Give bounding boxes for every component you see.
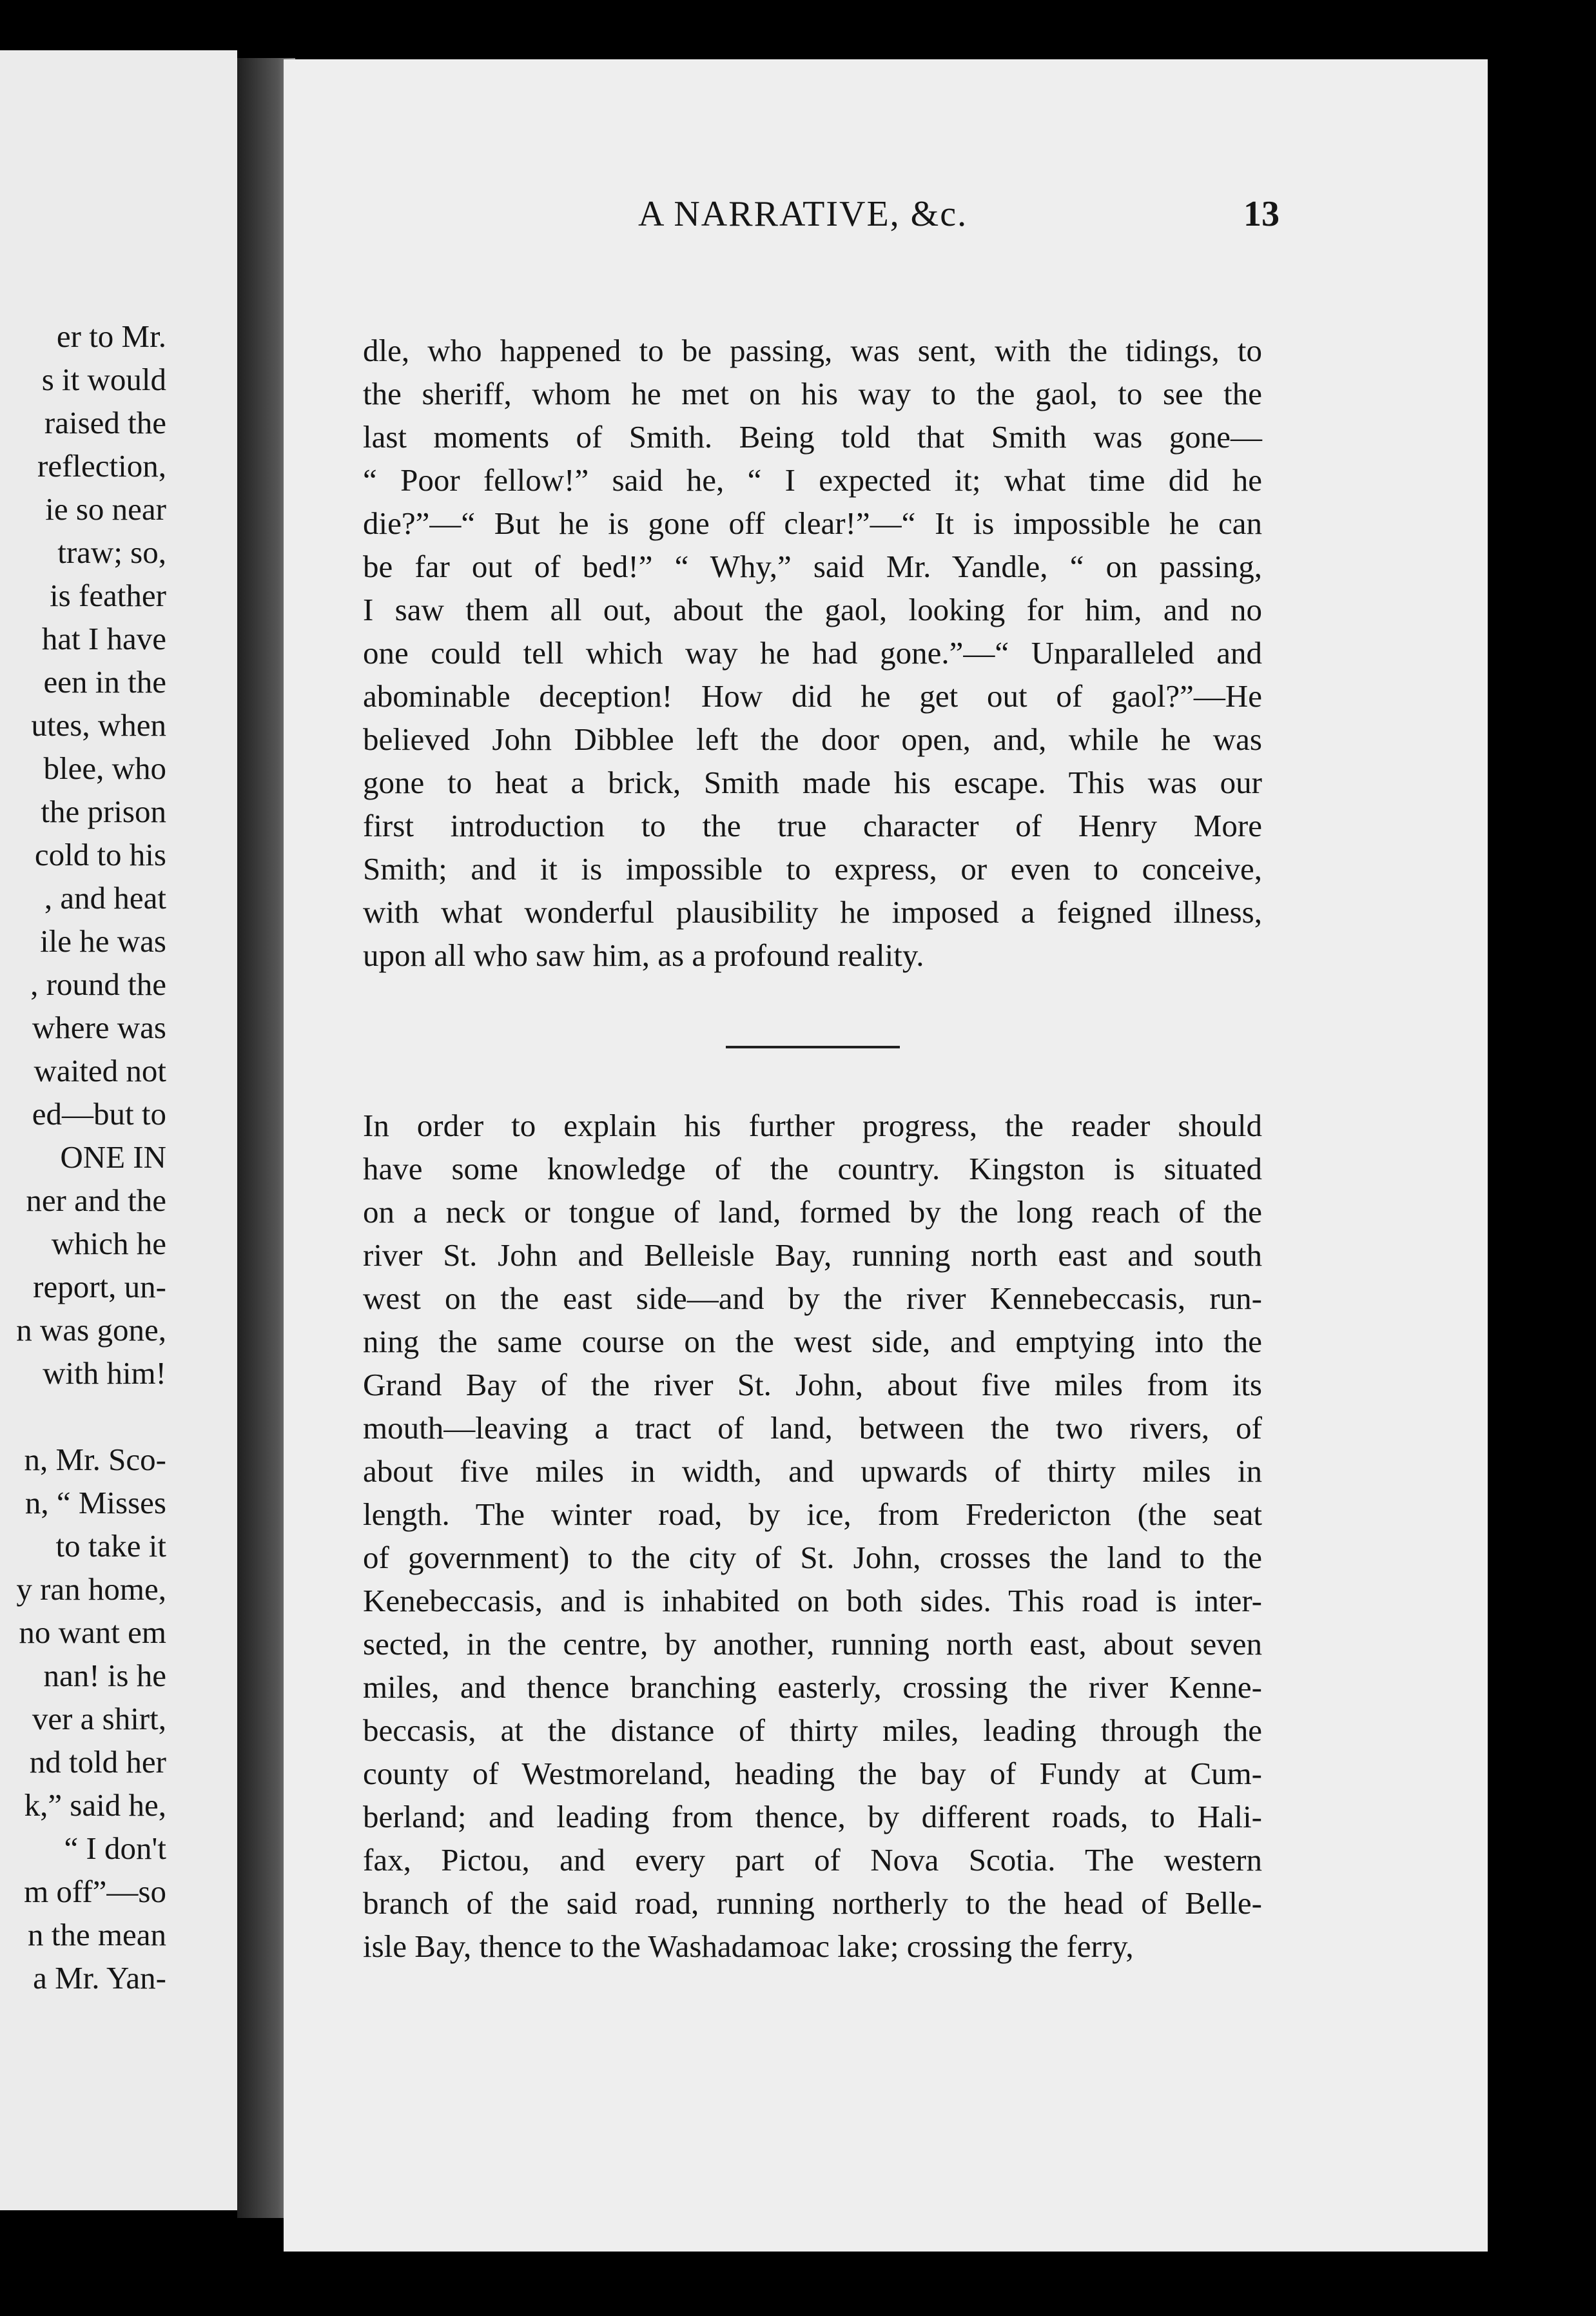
facing-page-line: the prison xyxy=(41,794,166,829)
paragraph-1-line: I saw them all out, about the gaol, looking for him, and no xyxy=(363,592,1262,627)
paragraph-2-line: ning the same course on the west side, and emptying into the xyxy=(363,1324,1262,1359)
paragraph-2-line: of government) to the city of St. John, crosses the land to the xyxy=(363,1540,1262,1575)
paragraph-2-line: on a neck or tongue of land, formed by the long reach of the xyxy=(363,1194,1262,1230)
paragraph-1-line: die?”—“ But he is gone off clear!”—“ It is impossible he can xyxy=(363,505,1262,541)
paragraph-2 xyxy=(363,1104,1262,1968)
facing-page-line: which he xyxy=(51,1226,166,1261)
facing-page-line: traw; so, xyxy=(57,535,166,570)
paragraph-1-line: upon all who saw him, as a profound reality. xyxy=(363,937,924,973)
facing-page-line: nd told her xyxy=(29,1744,166,1780)
facing-page-line: nan! is he xyxy=(43,1658,166,1693)
facing-page-line: ner and the xyxy=(26,1183,166,1218)
paragraph-2-line: fax, Pictou, and every part of Nova Scotia. The western xyxy=(363,1842,1262,1878)
section-divider xyxy=(726,1046,900,1048)
facing-page-line: n the mean xyxy=(28,1917,166,1952)
paragraph-1-line: “ Poor fellow!” said he, “ I expected it; what time did he xyxy=(363,462,1262,498)
facing-page-line: n, Mr. Sco- xyxy=(24,1442,166,1477)
paragraph-2-line: In order to explain his further progress, the reader should xyxy=(363,1108,1262,1143)
paragraph-1-line: gone to heat a brick, Smith made his escape. This was our xyxy=(363,765,1262,800)
paragraph-2-line: about five miles in width, and upwards of thirty miles in xyxy=(363,1453,1262,1489)
facing-page-line: n, “ Misses xyxy=(24,1485,166,1520)
facing-page-line: ile he was xyxy=(40,923,166,959)
paragraph-2-line: mouth—leaving a tract of land, between the two rivers, of xyxy=(363,1410,1262,1446)
facing-page-line: reflection, xyxy=(37,448,166,484)
facing-page-line: raised the xyxy=(44,405,166,440)
facing-page-line: er to Mr. xyxy=(56,319,166,354)
facing-page-line: utes, when xyxy=(31,707,166,743)
paragraph-1-line: Smith; and it is impossible to express, or even to conceive, xyxy=(363,851,1262,887)
paragraph-1 xyxy=(363,329,1262,977)
page-number: 13 xyxy=(1243,194,1280,234)
facing-page-line: , round the xyxy=(30,967,166,1002)
paragraph-2-line: sected, in the centre, by another, running north east, about seven xyxy=(363,1626,1262,1662)
facing-page-line: waited not xyxy=(34,1053,166,1088)
paragraph-1-line: first introduction to the true character of Henry More xyxy=(363,808,1262,843)
facing-page-line: cold to his xyxy=(34,837,166,872)
facing-page-line: ie so near xyxy=(45,491,166,527)
paragraph-2-line: Grand Bay of the river St. John, about five miles from its xyxy=(363,1367,1262,1402)
facing-page-line: ONE IN xyxy=(60,1139,166,1175)
facing-page-line: ver a shirt, xyxy=(32,1701,166,1736)
paragraph-2-line: Kenebeccasis, and is inhabited on both sides. This road is inter- xyxy=(363,1583,1262,1618)
paragraph-1-line: the sheriff, whom he met on his way to the gaol, to see the xyxy=(363,376,1262,411)
facing-page-line xyxy=(0,1395,166,1438)
facing-page-line: blee, who xyxy=(43,751,166,786)
paragraph-2-line: west on the east side—and by the river Kennebeccasis, run- xyxy=(363,1281,1262,1316)
paragraph-2-line: berland; and leading from thence, by different roads, to Hali- xyxy=(363,1799,1262,1834)
page-header xyxy=(361,193,1280,245)
paragraph-1-line: last moments of Smith. Being told that Smith was gone— xyxy=(363,419,1262,455)
paragraph-1-line: with what wonderful plausibility he imposed a feigned illness, xyxy=(363,894,1262,930)
paragraph-1-line: abominable deception! How did he get out of gaol?”—He xyxy=(363,678,1262,714)
facing-page-line: to take it xyxy=(55,1528,166,1564)
facing-page-line: , and heat xyxy=(44,880,166,916)
facing-page-line: een in the xyxy=(43,664,166,700)
facing-page-line: where was xyxy=(32,1010,166,1045)
paragraph-1-line: believed John Dibblee left the door open, and, while he was xyxy=(363,721,1262,757)
facing-page-line: no want em xyxy=(19,1614,166,1650)
facing-page-line: y ran home, xyxy=(16,1571,166,1607)
facing-page-line: n was gone, xyxy=(16,1312,166,1348)
running-title: A NARRATIVE, &c. xyxy=(638,194,968,234)
facing-page-line: with him! xyxy=(43,1355,166,1391)
paragraph-1-line: one could tell which way he had gone.”—“ Unparalleled and xyxy=(363,635,1262,671)
paragraph-2-line: miles, and thence branching easterly, crossing the river Kenne- xyxy=(363,1669,1262,1705)
facing-page-line: is feather xyxy=(50,578,166,613)
facing-page-text xyxy=(0,315,166,1999)
paragraph-2-line: have some knowledge of the country. Kingston is situated xyxy=(363,1151,1262,1186)
facing-page-line: k,” said he, xyxy=(24,1787,166,1823)
facing-page-line: s it would xyxy=(41,362,166,397)
paragraph-2-line: length. The winter road, by ice, from Fredericton (the seat xyxy=(363,1497,1262,1532)
paragraph-2-line: beccasis, at the distance of thirty miles, leading through the xyxy=(363,1712,1262,1748)
paragraph-2-line: branch of the said road, running northerly to the head of Belle- xyxy=(363,1885,1262,1921)
facing-page-line: ed—but to xyxy=(32,1096,166,1132)
facing-page-line: report, un- xyxy=(33,1269,166,1304)
facing-page-line: hat I have xyxy=(41,621,166,656)
facing-page-line: “ I don't xyxy=(64,1830,166,1866)
paragraph-1-line: be far out of bed!” “ Why,” said Mr. Yandle, “ on passing, xyxy=(363,549,1262,584)
facing-page-line: a Mr. Yan- xyxy=(33,1960,166,1996)
paragraph-1-line: dle, who happened to be passing, was sent, with the tidings, to xyxy=(363,333,1262,368)
facing-page-left xyxy=(0,50,237,2210)
paragraph-2-line: river St. John and Belleisle Bay, running north east and south xyxy=(363,1237,1262,1273)
paragraph-2-line: county of Westmoreland, heading the bay of Fundy at Cum- xyxy=(363,1756,1262,1791)
facing-page-line: m off”—so xyxy=(24,1874,166,1909)
paragraph-2-line: isle Bay, thence to the Washadamoac lake; crossing the ferry, xyxy=(363,1928,1134,1964)
